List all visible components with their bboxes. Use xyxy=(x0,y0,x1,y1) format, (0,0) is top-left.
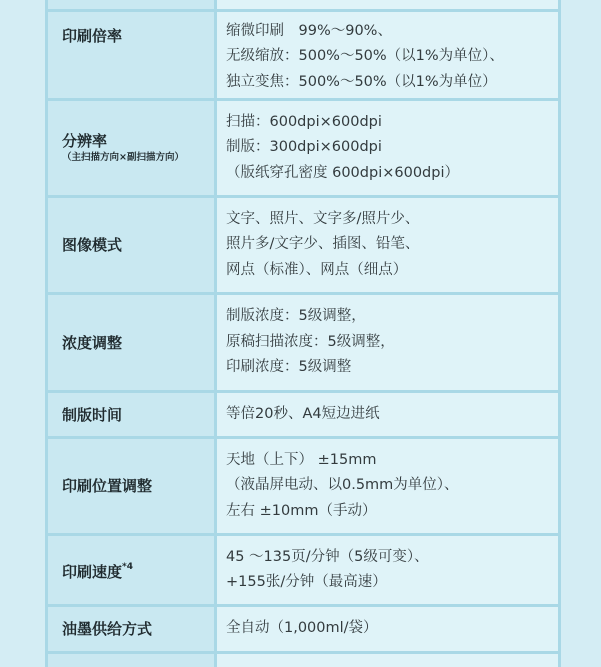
row-label xyxy=(48,607,217,651)
label-ink-supply: 油墨供给方式 xyxy=(62,620,153,638)
value-line: 全自动（1,000ml/袋） xyxy=(226,620,378,637)
row-value xyxy=(217,439,558,533)
row-label xyxy=(48,0,217,9)
label-resolution: 分辨率 xyxy=(62,132,108,150)
label-master-time: 制版时间 xyxy=(62,405,123,424)
table-row xyxy=(48,393,558,439)
value-line: 文字、照片、文字多/照片少、 xyxy=(226,210,420,227)
table-row xyxy=(48,654,558,667)
label-print-position: 印刷位置调整 xyxy=(62,477,153,495)
row-label xyxy=(48,101,217,195)
row-value xyxy=(217,295,558,390)
value-line: 缩微印刷 99%～90%、 xyxy=(226,22,392,39)
row-value xyxy=(217,607,558,651)
table-row xyxy=(48,536,558,607)
footnote-marker: *4 xyxy=(122,561,133,572)
row-label xyxy=(48,439,217,533)
value-line: 等倍20秒、A4短边进纸 xyxy=(226,405,380,422)
row-value xyxy=(217,393,558,436)
label-print-speed-text: 印刷速度 xyxy=(62,562,123,581)
row-value xyxy=(217,101,558,195)
label-image-mode: 图像模式 xyxy=(62,236,123,254)
row-label xyxy=(48,295,217,390)
row-label xyxy=(48,654,217,667)
table-row xyxy=(48,607,558,654)
value-line: 天地（上下） ±15mm xyxy=(226,451,377,468)
row-value xyxy=(217,198,558,292)
value-line: 制版浓度：5级调整， xyxy=(226,308,366,325)
row-label xyxy=(48,536,217,604)
row-value xyxy=(217,12,558,98)
value-line: 网点（标准）、网点（细点） xyxy=(226,261,408,278)
label-print-speed xyxy=(62,559,214,582)
table-row xyxy=(48,12,558,101)
value-line: +155张/分钟（最高速） xyxy=(226,574,387,590)
value-line: 独立变焦：500%～50%（以1%为单位） xyxy=(226,73,497,90)
value-line: （液晶屏电动、以0.5mm为单位）、 xyxy=(226,477,459,494)
value-line: 制版：300dpi×600dpi xyxy=(226,139,382,156)
value-line: 印刷浓度：5级调整 xyxy=(226,359,352,376)
row-label xyxy=(48,198,217,292)
value-line: 左右 ±10mm（手动） xyxy=(226,502,377,519)
value-line: 照片多/文字少、插图、铅笔、 xyxy=(226,236,420,253)
value-line: 45 ～135页/分钟（5级可变）、 xyxy=(226,548,429,565)
value-line: 原稿扫描浓度：5级调整， xyxy=(226,333,395,350)
value-line: （版纸穿孔密度 600dpi×600dpi） xyxy=(226,164,459,181)
value-line: 无级缩放：500%～50%（以1%为单位）、 xyxy=(226,48,504,65)
table-row xyxy=(48,0,558,12)
table-row xyxy=(48,198,558,295)
table-row xyxy=(48,295,558,393)
label-print-ratio: 印刷倍率 xyxy=(62,27,123,45)
label-density: 浓度调整 xyxy=(62,333,123,352)
row-label xyxy=(48,393,217,436)
table-row xyxy=(48,101,558,198)
value-line: 扫描：600dpi×600dpi xyxy=(226,113,382,130)
row-label xyxy=(48,12,217,98)
table-row xyxy=(48,439,558,536)
row-value xyxy=(217,654,558,667)
row-value xyxy=(217,0,558,9)
row-value xyxy=(217,536,558,604)
label-resolution-sub: （主扫描方向×副扫描方向） xyxy=(62,152,184,163)
spec-table xyxy=(45,0,561,667)
